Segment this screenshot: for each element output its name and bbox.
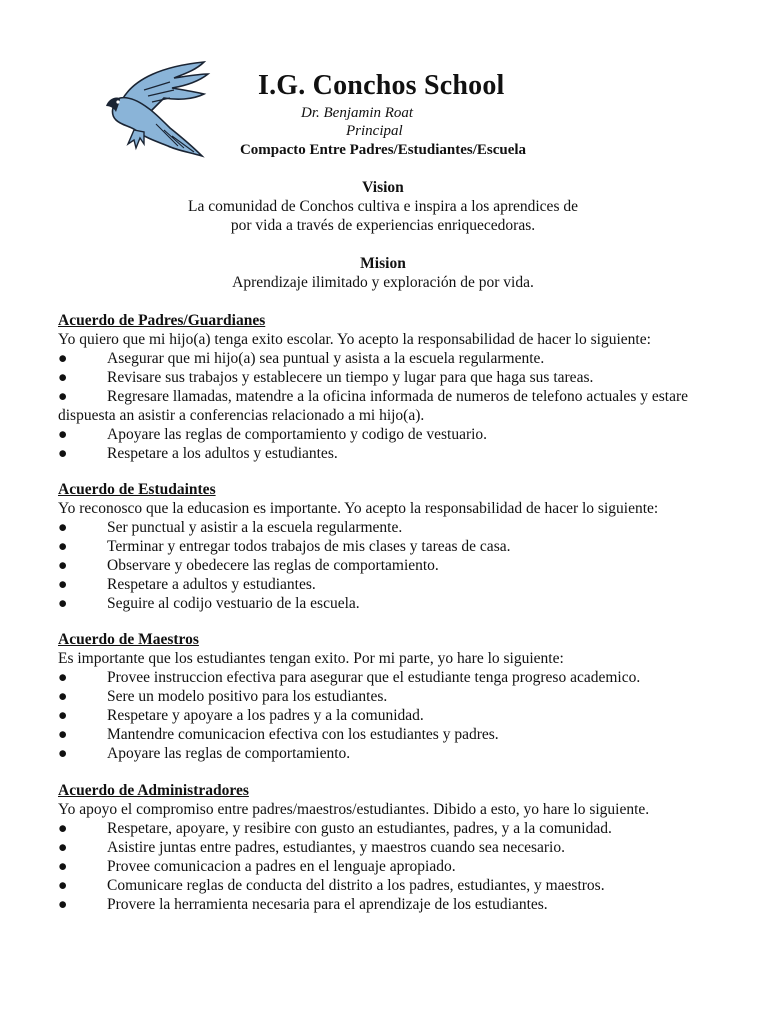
bullet-icon: ● [58,388,68,405]
vision-line-2: por vida a través de experiencias enriquecedoras. [230,217,536,234]
list-item: ● Terminar y entregar todos trabajos de mis clases y tareas de casa. [58,538,511,555]
section-title: Acuerdo de Padres/Guardianes [58,312,266,329]
section-intro: Yo reconosco que la educasion es importante. Yo acepto la responsabilidad de hacer lo siguiente: [58,500,659,517]
vision-block [0,178,766,235]
bullet-list [58,819,718,914]
list-item: ● Respetare a los adultos y estudiantes. [58,445,338,462]
bullet-icon: ● [58,839,68,856]
principal-title: Principal [346,123,403,139]
bullet-icon: ● [58,820,68,837]
vision-heading: Vision [362,179,404,196]
mission-block [0,254,766,292]
list-item: ● Apoyare las reglas de comportamiento. [58,745,351,762]
parents-agreement-section [58,311,718,463]
bullet-icon: ● [58,369,68,386]
section-title: Acuerdo de Administradores [58,782,249,799]
section-intro: Es importante que los estudiantes tengan exito. Por mi parte, yo hare lo siguiente: [58,650,564,667]
list-item: ● Asegurar que mi hijo(a) sea puntual y asista a la escuela regularmente. [58,350,545,367]
list-item: ● Mantendre comunicacion efectiva con los estudiantes y padres. [58,726,499,743]
compact-title: Compacto Entre Padres/Estudiantes/Escuela [239,142,527,158]
list-item: ● Revisare sus trabajos y establecere un tiempo y lugar para que haga sus tareas. [58,369,594,386]
principal-name: Dr. Benjamin Roat [301,105,414,121]
bullet-list [58,518,718,613]
list-item: ● Asistire juntas entre padres, estudiantes, y maestros cuando sea necesario. [58,839,565,856]
bullet-icon: ● [58,538,68,555]
list-item: ● Regresare llamadas, matendre a la oficina informada de numeros de telefono actuales y estare dispuesta an asistir a conferencias relacionado a mi hijo(a). [58,388,688,424]
bullet-icon: ● [58,445,68,462]
bullet-icon: ● [58,877,68,894]
list-item: ● Provee instruccion efectiva para asegurar que el estudiante tenga progreso academico. [58,669,641,686]
bullet-icon: ● [58,858,68,875]
bullet-icon: ● [58,576,68,593]
bullet-icon: ● [58,726,68,743]
vision-line-1: La comunidad de Conchos cultiva e inspira a los aprendices de [188,198,578,215]
list-item: ● Comunicare reglas de conducta del distrito a los padres, estudiantes, y maestros. [58,877,605,894]
list-item: ● Respetare y apoyare a los padres y a la comunidad. [58,707,424,724]
list-item: ● Ser punctual y asistir a la escuela regularmente. [58,519,403,536]
section-intro: Yo apoyo el compromiso entre padres/maestros/estudiantes. Dibido a esto, yo hare lo siguiente. [58,801,650,818]
list-item: ● Seguire al codijo vestuario de la escuela. [58,595,360,612]
students-agreement-section [58,480,718,613]
mission-heading: Mision [360,255,406,272]
teachers-agreement-section [58,630,718,763]
bullet-icon: ● [58,519,68,536]
list-item: ● Respetare a adultos y estudiantes. [58,576,316,593]
list-item: ● Observare y obedecere las reglas de comportamiento. [58,557,439,574]
school-title: I.G. Conchos School [258,70,505,101]
section-intro: Yo quiero que mi hijo(a) tenga exito escolar. Yo acepto la responsabilidad de hacer lo siguiente: [58,331,651,348]
section-title: Acuerdo de Maestros [58,631,199,648]
bullet-icon: ● [58,426,68,443]
bullet-list [58,349,718,463]
list-item: ● Provee comunicacion a padres en el lenguaje apropiado. [58,858,456,875]
bullet-icon: ● [58,669,68,686]
administrators-agreement-section [58,781,718,914]
list-item: ● Respetare, apoyare, y resibire con gusto an estudiantes, padres, y a la comunidad. [58,820,612,837]
list-item: ● Provere la herramienta necesaria para el aprendizaje de los estudiantes. [58,896,548,913]
bullet-icon: ● [58,745,68,762]
bullet-icon: ● [58,595,68,612]
bullet-icon: ● [58,707,68,724]
list-item: ● Sere un modelo positivo para los estudiantes. [58,688,388,705]
list-item: ● Apoyare las reglas de comportamiento y codigo de vestuario. [58,426,488,443]
bullet-icon: ● [58,350,68,367]
section-title: Acuerdo de Estudaintes [58,481,216,498]
bullet-icon: ● [58,896,68,913]
bullet-icon: ● [58,557,68,574]
bullet-list [58,668,718,763]
mission-text: Aprendizaje ilimitado y exploración de por vida. [232,274,534,291]
bullet-icon: ● [58,688,68,705]
